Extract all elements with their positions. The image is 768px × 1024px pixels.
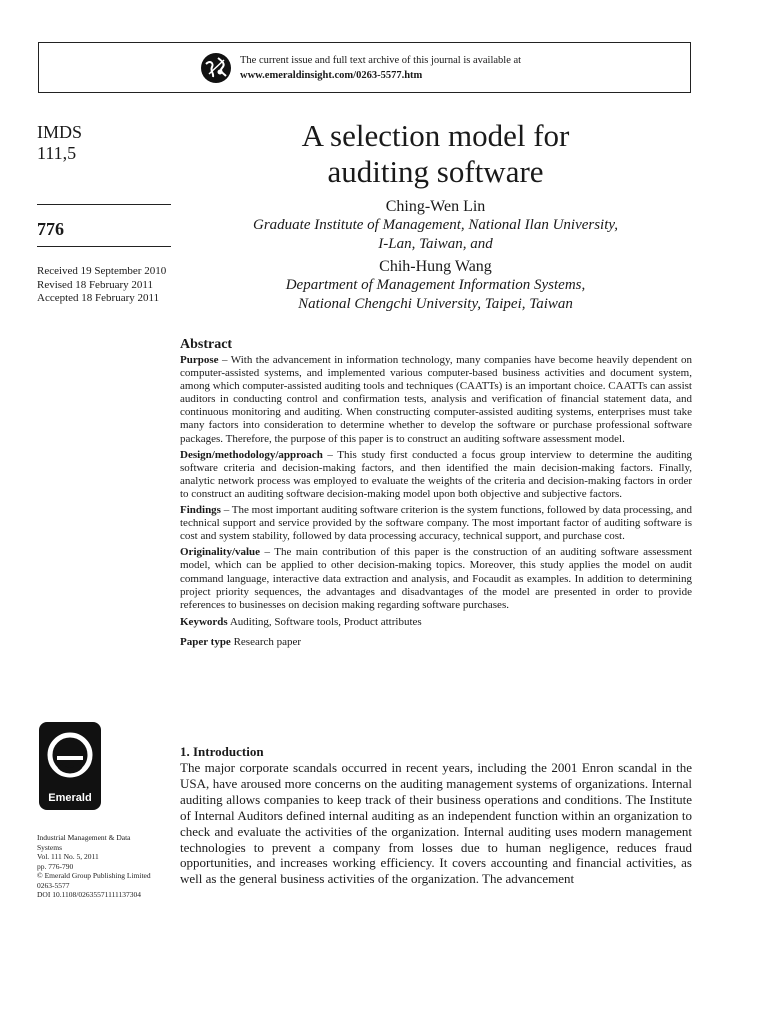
journal-abbrev: IMDS: [37, 122, 83, 142]
abstract: [180, 336, 692, 649]
purpose-label: Purpose: [180, 354, 219, 366]
citation-line: © Emerald Group Publishing Limited: [37, 871, 151, 880]
citation-line: 0263-5577: [37, 880, 70, 890]
citation-line: Vol. 111 No. 5, 2011: [37, 852, 99, 861]
keywords-label: Keywords: [180, 615, 228, 628]
divider: [37, 204, 171, 205]
banner-text: [240, 53, 521, 83]
findings-text: – The most important auditing software criterion is the system functions, followed by data processing, and technical support and service provided by the software company. The most important factor of auditing software is cost and system stability, followed by data processing accuracy, technical support, and purchase cost.: [180, 504, 692, 543]
title-line: A selection model for: [301, 118, 570, 153]
page-number: 776: [37, 219, 64, 239]
design-text: – This study first conducted a focus group interview to determine the auditing software criteria and decision-making factors, and then identified the main decision-making factors. Finally, analytic network process was employed to evaluate the weights of the criteria and decision-making factors in order to construct an auditing software decision-making model upon both objective and subjective factors.: [180, 448, 692, 500]
abstract-findings: [180, 504, 692, 543]
title-line: auditing software: [327, 154, 544, 189]
divider: [37, 246, 171, 247]
purpose-text: – With the advancement in information technology, many companies have become heavily dependent on computer-assisted systems, and implemented various computer-based business activities and document system, among which computer-assisted auditing tools and techniques (CAATTs) is an important choice. CAATTs can assist auditors in conducting control and confirmation tests, analysis and verification of financial statement data, and continuous monitoring and auditing. When constructing computer-assisted auditing systems, enterprises must take many factors into consideration to determine whether to develop the software or purchase professional software packages. Therefore, the purpose of this paper is to construct an auditing software assessment model.: [180, 354, 692, 445]
section-body: The major corporate scandals occurred in recent years, including the 2001 Enron scandal in the USA, have aroused more concerns on the auditing management systems of organizations. Internal auditing allows companies to keep track of their business operations and conditions. The Institute of Internal Auditors defined internal auditing as an independent function within an organization to check and evaluate the activities of the organization. Internal auditing uses modern management technologies to prevent a company from losses due to human negligence, reduces fraud opportunities, and increases working efficiency. It covers accounting and financial activities, as well as the general business activities of the organization. The advancement: [180, 760, 692, 887]
author-block: [180, 197, 691, 314]
citation-block: [37, 833, 172, 900]
revised-date: Revised 18 February 2011: [37, 278, 153, 291]
journal-id: [37, 122, 82, 164]
keywords-text: Auditing, Software tools, Product attributes: [227, 615, 422, 628]
abstract-design: [180, 449, 692, 501]
originality-text: – The main contribution of this paper is the construction of an auditing software assessment model, which can be applied to other decision-making topics. Moreover, this study applies the model on audit command language, interactive data extraction and analysis, and Focaudit as examples. In addition to determining project priority sequences, the advantages and disadvantages of the model are presented in order to provide references to businesses on decision making regarding software purchases.: [180, 546, 692, 611]
abstract-heading: Abstract: [180, 337, 233, 352]
citation-line: Industrial Management & Data: [37, 833, 131, 842]
journal-url-link[interactable]: www.emeraldinsight.com/0263-5577.htm: [240, 70, 423, 81]
banner-line: The current issue and full text archive of this journal is available at: [240, 55, 522, 66]
accepted-date: Accepted 18 February 2011: [37, 292, 160, 304]
emerald-logo-label: Emerald: [48, 792, 92, 804]
author-affiliation: I-Lan, Taiwan, and: [378, 236, 493, 252]
abstract-purpose: [180, 354, 692, 446]
abstract-originality: [180, 546, 692, 611]
citation-line: Systems: [37, 842, 63, 852]
globe-icon: [200, 52, 232, 84]
keywords: [180, 616, 692, 629]
received-date: Received 19 September 2010: [37, 265, 167, 277]
citation-doi: DOI 10.1108/02635571111137304: [37, 890, 142, 899]
author-affiliation: Department of Management Information Systems,: [285, 277, 586, 293]
section-heading: 1. Introduction: [180, 744, 264, 759]
paper-type-label: Paper type: [180, 635, 231, 648]
journal-volume-issue: 111,5: [37, 143, 77, 163]
author-name: Chih-Hung Wang: [379, 258, 492, 275]
introduction-section: [180, 744, 692, 887]
originality-label: Originality/value: [180, 546, 261, 559]
author-affiliation: National Chengchi University, Taipei, Taiwan: [298, 296, 573, 312]
design-label: Design/methodology/approach: [180, 448, 323, 461]
paper-title: [180, 118, 691, 190]
author-name: Ching-Wen Lin: [385, 198, 486, 215]
findings-label: Findings: [180, 504, 221, 517]
paper-type: [180, 636, 692, 649]
journal-archive-banner: [38, 42, 691, 93]
article-history: [37, 265, 166, 306]
emerald-logo-icon: [39, 722, 101, 810]
citation-line: pp. 776-790: [37, 861, 74, 871]
author-affiliation: Graduate Institute of Management, National Ilan University,: [253, 217, 618, 233]
paper-type-text: Research paper: [230, 635, 302, 648]
